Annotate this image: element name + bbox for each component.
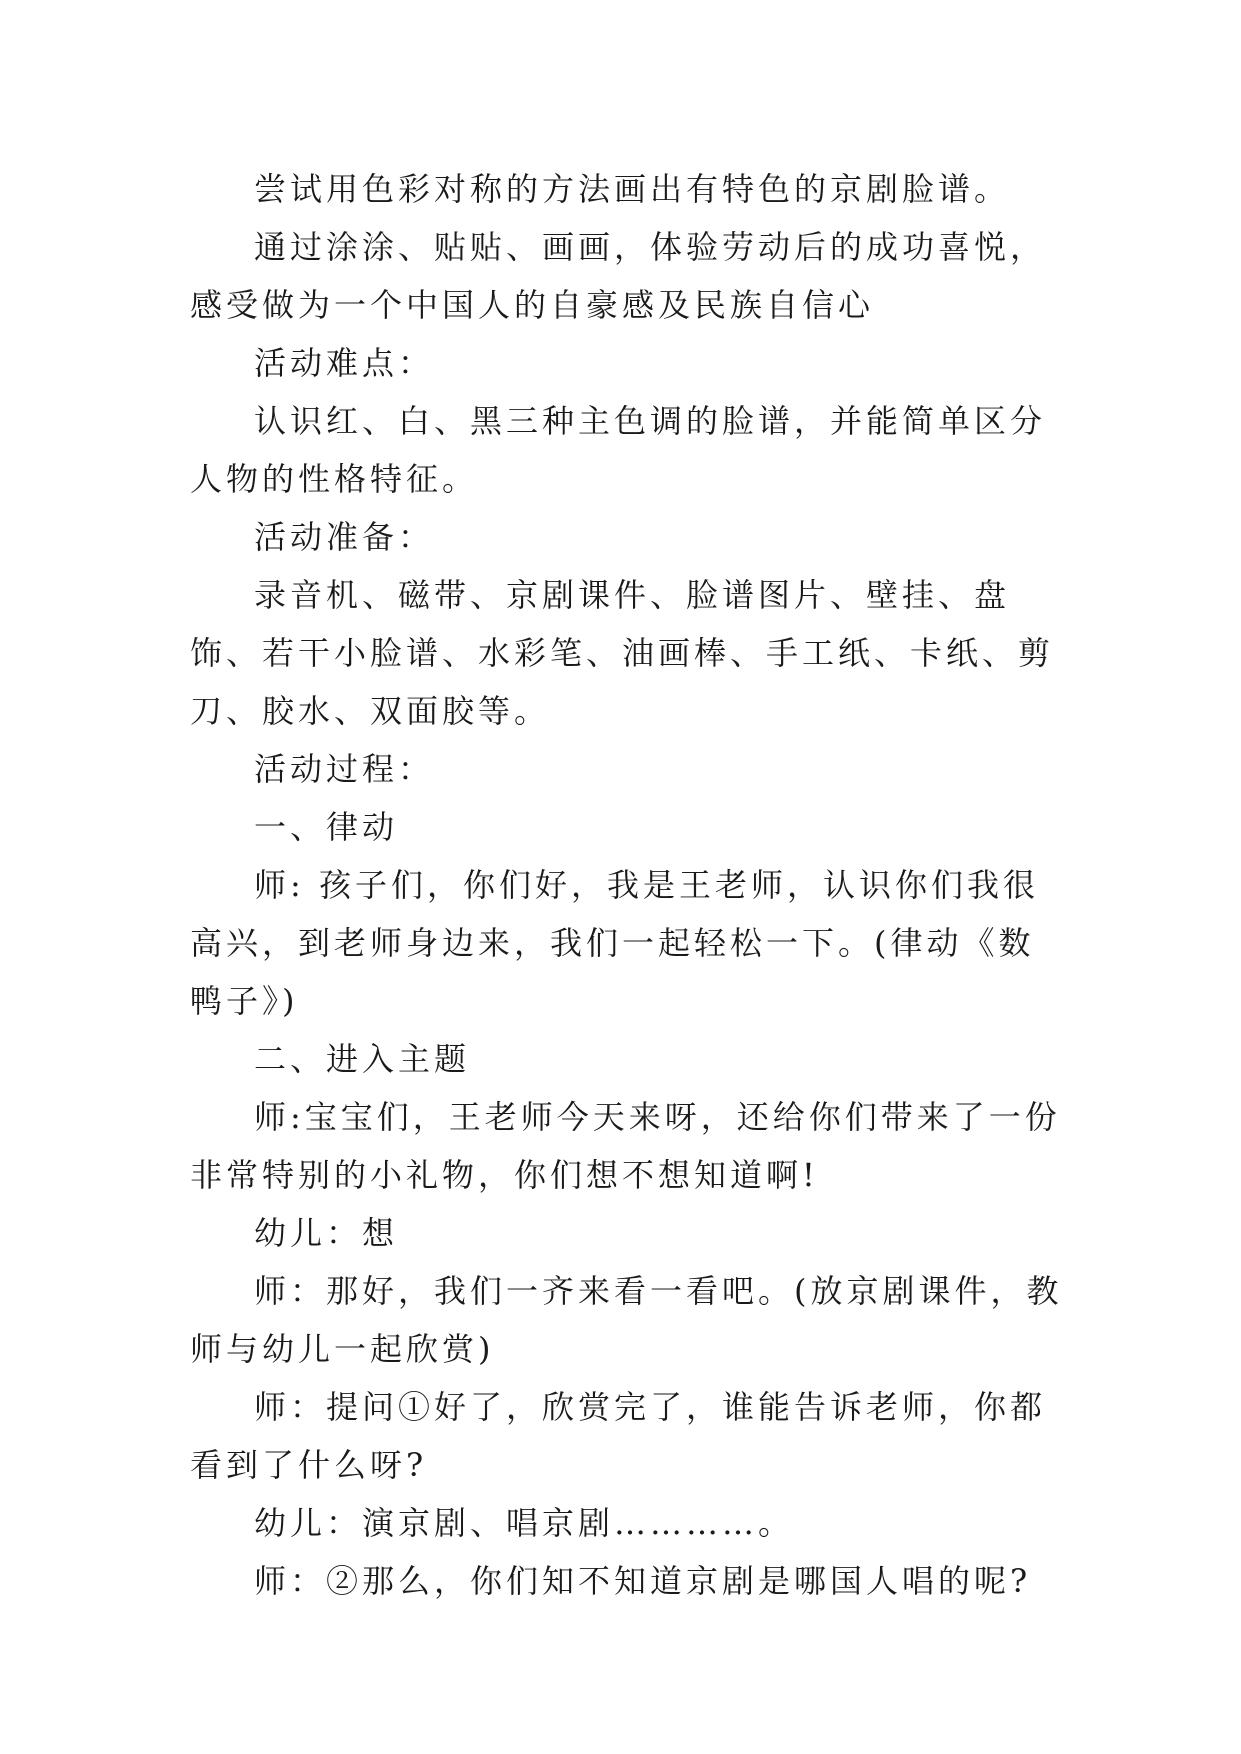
dialogue-line: 师: 孩子们，你们好，我是王老师，认识你们我很高兴，到老师身边来，我们一起轻松一下。(律动《数鸭子》) [190,866,1039,1020]
dialogue-line: 师:宝宝们，王老师今天来呀，还给你们带来了一份非常特别的小礼物，你们想不想知道啊! [190,1098,1061,1194]
dialogue-line: 师：那好，我们一齐来看一看吧。(放京剧课件，教师与幼儿一起欣赏) [190,1272,1063,1368]
paragraph: 通过涂涂、贴贴、画画，体验劳动后的成功喜悦，感受做为一个中国人的自豪感及民族自信心 [190,228,1047,324]
paragraph: 尝试用色彩对称的方法画出有特色的京剧脸谱。 [254,170,1011,208]
dialogue-line: 幼儿：演京剧、唱京剧…………。 [254,1504,795,1542]
section-heading: 二、进入主题 [254,1040,471,1078]
section-heading: 活动准备： [254,518,435,556]
dialogue-line: 幼儿：想 [254,1214,399,1252]
section-heading: 一、律动 [254,808,399,846]
dialogue-line: 师：②那么，你们知不知道京剧是哪国人唱的呢? [254,1562,1032,1600]
paragraph: 认识红、白、黑三种主色调的脸谱，并能简单区分人物的性格特征。 [190,402,1047,498]
section-heading: 活动难点： [254,344,435,382]
section-heading: 活动过程： [254,750,435,788]
dialogue-line: 师：提问①好了，欣赏完了，谁能告诉老师，你都看到了什么呀? [190,1388,1047,1484]
document-body [190,160,1070,1610]
paragraph: 录音机、磁带、京剧课件、脸谱图片、壁挂、盘饰、若干小脸谱、水彩笔、油画棒、手工纸、卡纸、剪刀、胶水、双面胶等。 [190,576,1055,730]
